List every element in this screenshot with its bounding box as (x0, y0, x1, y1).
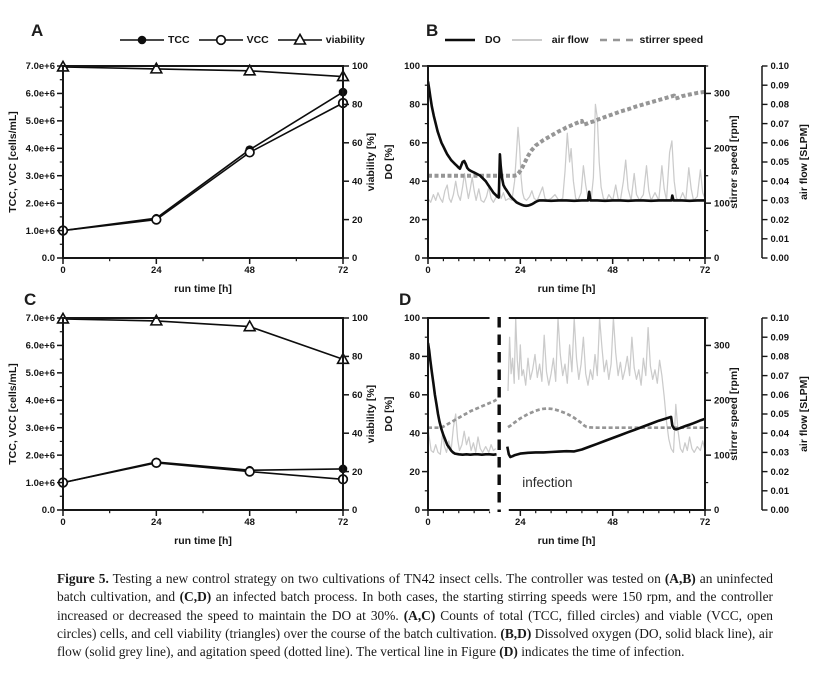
panel-D-chart (383, 313, 810, 547)
legend-item-DO (443, 33, 501, 47)
caption-bold-segment: (B,D) (500, 626, 532, 642)
solid-light-grey-line-icon (510, 33, 548, 47)
series-stirrer-B (428, 92, 705, 176)
series-tcc-C (63, 462, 343, 483)
svg-text:0.03: 0.03 (770, 447, 789, 459)
svg-text:0.03: 0.03 (770, 195, 789, 207)
svg-text:0.0: 0.0 (41, 253, 55, 265)
svg-text:0.05: 0.05 (770, 157, 789, 169)
caption-bold-segment: (C,D) (179, 589, 212, 605)
svg-text:80: 80 (409, 99, 420, 111)
legend-item-VCC (199, 33, 269, 47)
svg-text:0.04: 0.04 (770, 428, 789, 440)
svg-text:72: 72 (337, 265, 349, 276)
svg-text:0: 0 (425, 517, 431, 528)
svg-text:40: 40 (352, 428, 363, 440)
panel-label-a: A (31, 21, 44, 40)
svg-text:DO [%]: DO [%] (383, 396, 395, 432)
caption-segment: Counts of total (TCC, filled circles) and viable (VCC, open circles) cells, and cell viability (triangles) over the course of the batch cultivation. (57, 607, 773, 642)
svg-text:20: 20 (352, 466, 363, 478)
svg-text:100: 100 (714, 198, 730, 210)
svg-text:0: 0 (414, 253, 420, 265)
svg-text:80: 80 (409, 351, 420, 363)
series-airflow-B (428, 104, 705, 202)
svg-text:0.01: 0.01 (770, 234, 789, 245)
svg-text:run time [h]: run time [h] (174, 535, 232, 547)
svg-text:stirrer speed [rpm]: stirrer speed [rpm] (728, 367, 740, 461)
svg-text:100: 100 (714, 450, 730, 462)
svg-text:7.0e+6: 7.0e+6 (25, 313, 55, 325)
svg-text:48: 48 (607, 517, 618, 528)
caption-segment: Testing a new control strategy on two cultivations of TN42 insect cells. The controller was tested on (108, 571, 665, 586)
svg-text:0.00: 0.00 (770, 505, 789, 517)
svg-text:7.0e+6: 7.0e+6 (25, 61, 55, 73)
svg-text:0.07: 0.07 (770, 118, 789, 130)
svg-text:air flow [SLPM]: air flow [SLPM] (798, 124, 810, 200)
open-circle-icon (199, 33, 243, 47)
svg-text:0: 0 (352, 253, 358, 265)
svg-text:0: 0 (60, 265, 66, 276)
svg-text:0.10: 0.10 (770, 61, 789, 73)
legend-label: stirrer speed (639, 34, 704, 46)
svg-text:viability [%]: viability [%] (365, 384, 377, 444)
series-viability-C (63, 319, 343, 359)
svg-text:60: 60 (409, 138, 420, 149)
caption-segment: an uninfected batch cultivation, and (57, 571, 773, 605)
svg-text:0.06: 0.06 (770, 390, 789, 401)
series-tcc-A (63, 92, 343, 231)
dashed-grey-line-icon (598, 33, 636, 47)
svg-text:0.08: 0.08 (770, 99, 789, 111)
svg-text:40: 40 (352, 176, 363, 188)
infection-annotation: infection (522, 474, 573, 490)
svg-text:3.0e+6: 3.0e+6 (25, 170, 55, 182)
svg-text:200: 200 (714, 395, 730, 407)
svg-text:run time [h]: run time [h] (174, 283, 232, 295)
series-viability-A (63, 67, 343, 77)
legend-label: VCC (246, 34, 269, 46)
svg-text:72: 72 (337, 517, 349, 528)
svg-text:3.0e+6: 3.0e+6 (25, 422, 55, 434)
filled-circle-icon (120, 33, 164, 47)
svg-text:20: 20 (409, 466, 420, 478)
svg-text:20: 20 (409, 214, 420, 226)
svg-text:48: 48 (244, 265, 255, 276)
svg-text:6.0e+6: 6.0e+6 (25, 340, 55, 352)
svg-text:TCC, VCC [cells/mL]: TCC, VCC [cells/mL] (7, 111, 19, 213)
legend-ac (120, 33, 365, 47)
svg-text:5.0e+6: 5.0e+6 (25, 368, 55, 380)
legend-item-stirrer-speed (598, 33, 704, 47)
svg-text:80: 80 (352, 99, 363, 111)
legend-label: TCC (168, 34, 190, 46)
svg-text:20: 20 (352, 214, 363, 226)
svg-text:0.04: 0.04 (770, 176, 789, 188)
svg-text:4.0e+6: 4.0e+6 (25, 395, 55, 407)
svg-text:run time [h]: run time [h] (537, 283, 596, 295)
svg-text:72: 72 (699, 265, 711, 276)
caption-segment: Dissolved oxygen (DO, solid black line), air flow (solid grey line), and agitation speed (dotted line). The vertical line in Figure (57, 626, 773, 660)
caption-bold-segment: (D) (499, 644, 518, 660)
open-triangle-icon (278, 33, 322, 47)
panel-label-c: C (24, 290, 37, 309)
legend-label: viability (325, 34, 365, 46)
svg-text:40: 40 (409, 176, 420, 188)
svg-text:60: 60 (352, 390, 363, 401)
caption-segment: indicates the time of infection. (517, 644, 685, 660)
legend-item-air-flow (510, 33, 589, 47)
svg-text:300: 300 (714, 88, 730, 100)
svg-text:0.0: 0.0 (41, 505, 55, 517)
svg-text:0.00: 0.00 (770, 253, 789, 265)
series-stirrer-D (428, 400, 705, 428)
svg-text:5.0e+6: 5.0e+6 (25, 116, 55, 128)
legend-item-TCC (120, 33, 190, 47)
svg-text:0.07: 0.07 (770, 370, 789, 382)
svg-text:TCC, VCC [cells/mL]: TCC, VCC [cells/mL] (7, 363, 19, 465)
svg-text:2.0e+6: 2.0e+6 (25, 198, 55, 210)
svg-text:80: 80 (352, 351, 363, 363)
legend-label: DO (485, 34, 501, 46)
svg-text:100: 100 (404, 61, 420, 73)
caption-bold-segment: Figure 5. (57, 571, 109, 586)
svg-text:2.0e+6: 2.0e+6 (25, 450, 55, 462)
panel-label-b: B (426, 21, 439, 40)
svg-text:0.06: 0.06 (770, 138, 789, 149)
panel-B-chart (383, 61, 810, 295)
series-airflow-D (428, 318, 705, 454)
svg-text:viability [%]: viability [%] (365, 132, 377, 192)
svg-text:48: 48 (607, 265, 618, 276)
svg-text:24: 24 (151, 265, 162, 276)
caption-bold-segment: (A,C) (403, 607, 436, 623)
figure-caption (57, 570, 773, 662)
svg-text:0: 0 (60, 517, 66, 528)
legend-item-viability (278, 33, 365, 47)
series-vcc-A (63, 103, 343, 231)
svg-text:24: 24 (515, 265, 526, 276)
svg-text:72: 72 (699, 517, 711, 528)
svg-text:300: 300 (714, 340, 730, 352)
panel-A-chart (7, 61, 377, 295)
svg-text:run time [h]: run time [h] (537, 535, 596, 547)
svg-text:200: 200 (714, 143, 730, 155)
svg-text:1.0e+6: 1.0e+6 (25, 477, 55, 489)
svg-text:air flow [SLPM]: air flow [SLPM] (798, 376, 810, 452)
svg-text:100: 100 (404, 313, 420, 325)
svg-text:40: 40 (409, 428, 420, 440)
svg-text:0.02: 0.02 (770, 466, 789, 478)
svg-text:60: 60 (352, 138, 363, 149)
svg-text:0: 0 (714, 253, 720, 265)
legend-label: air flow (551, 34, 589, 46)
svg-text:0.09: 0.09 (770, 80, 789, 92)
svg-text:stirrer speed [rpm]: stirrer speed [rpm] (728, 115, 740, 209)
svg-text:0: 0 (714, 505, 720, 517)
svg-text:100: 100 (352, 313, 368, 325)
panel-C-chart (7, 313, 377, 547)
legend-bd (443, 33, 703, 47)
svg-text:DO [%]: DO [%] (383, 144, 395, 180)
svg-text:0.01: 0.01 (770, 486, 789, 497)
svg-text:0.08: 0.08 (770, 351, 789, 363)
svg-text:6.0e+6: 6.0e+6 (25, 88, 55, 100)
svg-text:0: 0 (425, 265, 431, 276)
caption-segment: an infected batch process. In both cases, the starting stirring speeds were 150 rpm, and the controller increased or decreased the speed to maintain the DO at 30%. (57, 589, 773, 623)
svg-text:24: 24 (151, 517, 162, 528)
svg-text:0.02: 0.02 (770, 214, 789, 226)
panel-label-d: D (399, 290, 412, 309)
svg-text:48: 48 (244, 517, 255, 528)
svg-text:0: 0 (352, 505, 358, 517)
svg-text:100: 100 (352, 61, 368, 73)
svg-text:0.10: 0.10 (770, 313, 789, 325)
svg-text:24: 24 (515, 517, 526, 528)
svg-text:0.05: 0.05 (770, 409, 789, 421)
svg-text:60: 60 (409, 390, 420, 401)
svg-text:0: 0 (414, 505, 420, 517)
svg-text:0.09: 0.09 (770, 332, 789, 344)
svg-text:1.0e+6: 1.0e+6 (25, 225, 55, 237)
caption-bold-segment: (A,B) (664, 571, 696, 586)
svg-text:4.0e+6: 4.0e+6 (25, 143, 55, 155)
solid-black-line-icon (443, 33, 481, 47)
